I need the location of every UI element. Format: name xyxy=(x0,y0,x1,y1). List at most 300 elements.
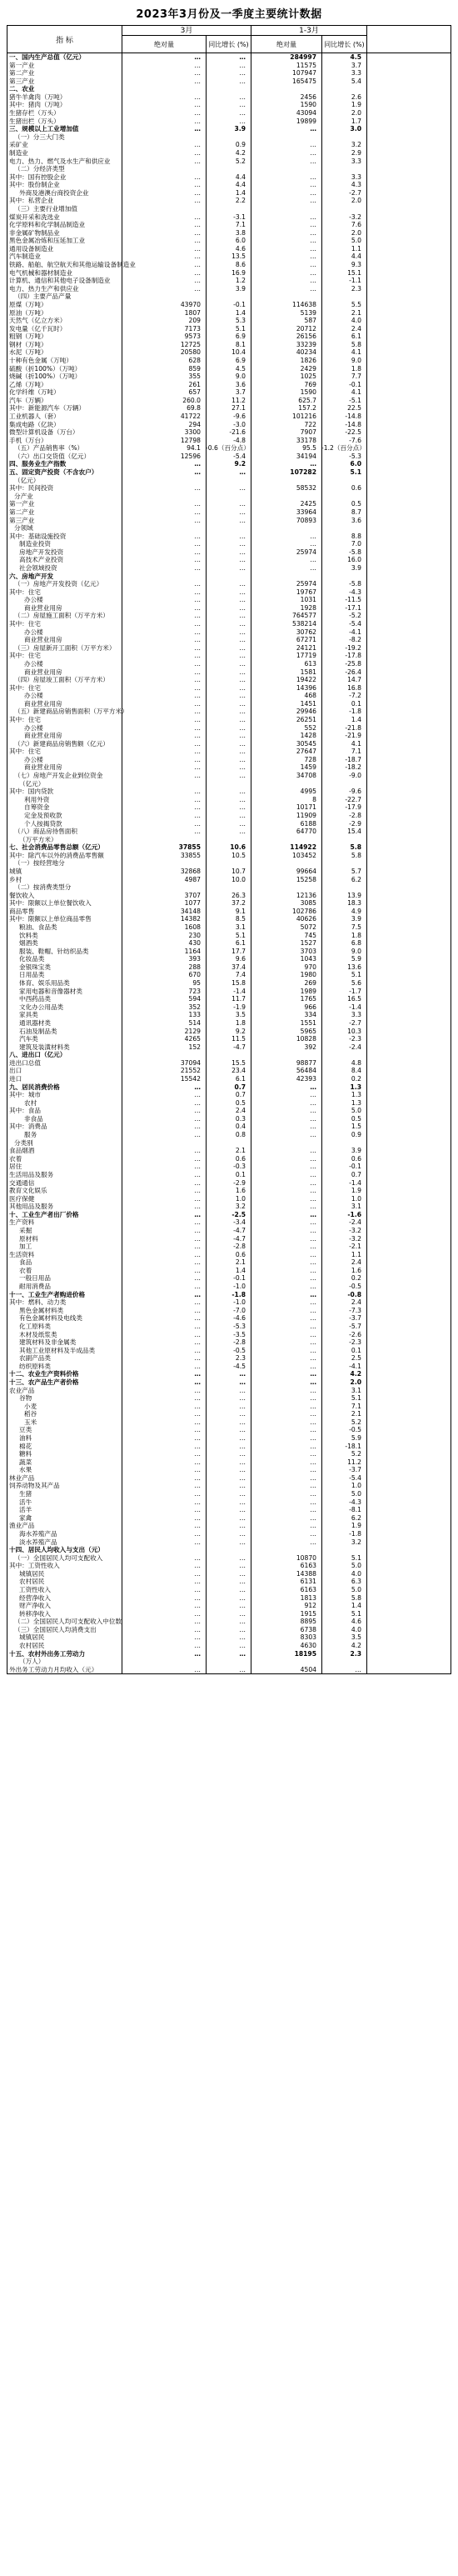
quarter-growth: 7.7 xyxy=(351,373,361,381)
quarter-growth: 3.2 xyxy=(351,1538,361,1546)
quarter-growth: 18.3 xyxy=(347,899,361,908)
row-indicator: 制造业投资 xyxy=(19,540,51,548)
quarter-growth: 4.1 xyxy=(351,348,361,357)
quarter-growth: -11.5 xyxy=(345,596,361,604)
blank-cell xyxy=(366,540,452,548)
blank-cell xyxy=(366,883,452,892)
month-growth: … xyxy=(239,723,246,732)
quarter-growth: -0.8 xyxy=(347,1290,361,1298)
table-row xyxy=(7,1450,451,1458)
month-value: … xyxy=(194,101,201,109)
month-value: … xyxy=(194,1322,201,1330)
month-value: … xyxy=(194,117,201,125)
quarter-value: 10870 xyxy=(296,1553,316,1562)
quarter-growth: -4.1 xyxy=(349,1362,361,1370)
quarter-growth: 4.9 xyxy=(351,907,361,915)
month-growth: … xyxy=(239,1506,246,1514)
month-value xyxy=(122,1051,206,1059)
month-value: … xyxy=(194,237,201,245)
month-growth: -21.6 xyxy=(229,428,246,437)
row-indicator: 其他用品及服务 xyxy=(9,1203,54,1211)
table-row xyxy=(7,668,451,677)
table-row xyxy=(7,460,451,468)
quarter-value: 6163 xyxy=(300,1562,316,1570)
quarter-value xyxy=(251,1051,321,1059)
quarter-growth: 5.8 xyxy=(351,340,361,348)
month-growth: 10.5 xyxy=(231,851,246,859)
month-growth: … xyxy=(239,1378,246,1386)
quarter-growth: 3.9 xyxy=(351,915,361,923)
table-row xyxy=(7,1107,451,1115)
row-indicator: 水泥（万吨） xyxy=(9,348,47,357)
quarter-value: … xyxy=(310,1098,316,1107)
quarter-growth: -25.8 xyxy=(345,659,361,668)
quarter-growth: 1.9 xyxy=(351,1522,361,1530)
quarter-value: 1451 xyxy=(300,699,316,708)
month-growth: -5.4 xyxy=(233,452,246,460)
header-blank xyxy=(366,26,452,53)
quarter-value: … xyxy=(310,1498,316,1506)
month-growth: … xyxy=(239,1410,246,1418)
month-value: 294 xyxy=(188,420,201,428)
month-value: … xyxy=(194,811,201,819)
month-growth: 1.4 xyxy=(235,308,246,317)
quarter-value: … xyxy=(310,532,316,540)
quarter-value: … xyxy=(310,1529,316,1538)
month-growth xyxy=(206,1658,251,1666)
table-row xyxy=(7,971,451,979)
table-row xyxy=(7,1474,451,1483)
month-value: 43970 xyxy=(180,300,201,308)
blank-cell xyxy=(366,484,452,493)
month-growth: … xyxy=(239,1665,246,1673)
row-indicator: 交通通信 xyxy=(9,1178,35,1187)
month-value: … xyxy=(194,1083,201,1091)
table-row xyxy=(7,133,451,142)
blank-cell xyxy=(366,69,452,78)
row-indicator: 饮料类 xyxy=(19,931,38,939)
month-growth: 1.2 xyxy=(235,277,246,285)
blank-cell xyxy=(366,53,452,62)
blank-cell xyxy=(366,644,452,653)
quarter-value: … xyxy=(310,197,316,205)
month-value: 14382 xyxy=(180,915,201,923)
blank-cell xyxy=(366,1307,452,1315)
table-row xyxy=(7,53,451,62)
table-row xyxy=(7,1618,451,1626)
quarter-value: 30762 xyxy=(296,628,316,636)
row-indicator: 集成电路（亿块） xyxy=(9,420,60,428)
quarter-growth: 2.4 xyxy=(351,324,361,333)
month-growth: 9.1 xyxy=(235,907,246,915)
table-row xyxy=(7,1155,451,1163)
month-growth: 1.0 xyxy=(235,1194,246,1203)
blank-cell xyxy=(366,1179,452,1188)
blank-cell xyxy=(366,1594,452,1603)
quarter-growth: -21.9 xyxy=(345,732,361,740)
row-indicator: （三）房屋新开工面积（万平方米） xyxy=(14,643,116,652)
quarter-growth xyxy=(321,1139,366,1148)
month-value xyxy=(122,780,206,788)
quarter-value: … xyxy=(310,1402,316,1410)
quarter-growth: 6.3 xyxy=(351,1578,361,1586)
row-indicator: 十二、农业生产资料价格 xyxy=(9,1370,79,1378)
month-growth: 0.7 xyxy=(234,1083,246,1091)
month-value: … xyxy=(194,652,201,660)
table-row xyxy=(7,820,451,828)
month-growth: 1.4 xyxy=(235,188,246,197)
table-row xyxy=(7,580,451,588)
quarter-growth: 7.6 xyxy=(351,221,361,229)
blank-cell xyxy=(366,763,452,772)
table-row xyxy=(7,325,451,333)
month-growth: … xyxy=(239,636,246,644)
table-row xyxy=(7,892,451,900)
blank-cell xyxy=(366,229,452,238)
month-growth: … xyxy=(239,1522,246,1530)
quarter-growth: 9.0 xyxy=(351,356,361,364)
row-indicator: 高技术产业投资 xyxy=(19,556,64,564)
month-growth: -5.3 xyxy=(233,1322,246,1330)
blank-cell xyxy=(366,923,452,932)
quarter-growth: 14.7 xyxy=(347,676,361,684)
month-value: … xyxy=(194,1490,201,1498)
quarter-value: 15258 xyxy=(296,875,316,883)
quarter-growth: 3.6 xyxy=(351,516,361,524)
month-growth: -2.8 xyxy=(233,1338,246,1347)
quarter-growth: 5.1 xyxy=(350,468,361,477)
blank-cell xyxy=(366,1003,452,1012)
blank-cell xyxy=(366,437,452,445)
month-value: … xyxy=(194,1538,201,1546)
table-row xyxy=(7,1578,451,1586)
month-value: … xyxy=(194,261,201,269)
row-indicator: 十三、农产品生产者价格 xyxy=(9,1378,79,1386)
row-indicator: 农村 xyxy=(24,1098,37,1107)
quarter-growth: 7.0 xyxy=(351,540,361,548)
row-indicator: 社会领域投资 xyxy=(19,564,57,572)
table-row xyxy=(7,1291,451,1299)
quarter-growth: 4.1 xyxy=(351,739,361,748)
row-indicator: 木材及纸浆类 xyxy=(19,1330,57,1338)
table-row xyxy=(7,1028,451,1036)
row-indicator: （三）主要行业增加值 xyxy=(14,204,77,213)
month-value: 352 xyxy=(188,1003,201,1011)
table-row xyxy=(7,493,451,501)
blank-cell xyxy=(366,173,452,182)
table-row xyxy=(7,1466,451,1474)
quarter-value: 392 xyxy=(304,1043,316,1051)
quarter-value: 14388 xyxy=(296,1569,316,1578)
table-row xyxy=(7,1482,451,1490)
quarter-growth: -5.8 xyxy=(349,580,361,588)
quarter-value xyxy=(251,859,321,868)
table-row xyxy=(7,1538,451,1547)
quarter-growth: -7.6 xyxy=(349,436,361,444)
quarter-growth: -22.7 xyxy=(345,795,361,803)
month-growth: 0.6 xyxy=(235,1250,246,1258)
quarter-value: 25974 xyxy=(296,580,316,588)
blank-cell xyxy=(366,684,452,693)
month-growth: 6.9 xyxy=(235,356,246,364)
blank-cell xyxy=(366,1562,452,1570)
table-row xyxy=(7,253,451,261)
blank-cell xyxy=(366,780,452,788)
month-growth: … xyxy=(239,1466,246,1474)
month-growth: 11.7 xyxy=(231,995,246,1003)
row-indicator: （二）房屋施工面积（万平方米） xyxy=(14,612,109,620)
row-indicator: 家用电器和音像器材类 xyxy=(19,987,82,995)
table-row xyxy=(7,1642,451,1650)
quarter-value: 2456 xyxy=(300,93,316,101)
month-growth: … xyxy=(239,811,246,819)
month-growth: -2.8 xyxy=(233,1243,246,1251)
month-growth: 4.6 xyxy=(235,244,246,253)
blank-cell xyxy=(366,1418,452,1427)
table-row xyxy=(7,365,451,373)
month-growth: 0.9 xyxy=(235,141,246,149)
quarter-growth: -22.5 xyxy=(345,428,361,437)
blank-cell xyxy=(366,1251,452,1259)
table-row xyxy=(7,876,451,884)
month-growth: 11.2 xyxy=(231,396,246,404)
month-growth: … xyxy=(239,1434,246,1443)
table-row xyxy=(7,1235,451,1243)
quarter-growth: 0.7 xyxy=(351,1170,361,1178)
month-value: … xyxy=(194,1450,201,1458)
row-indicator: 活羊 xyxy=(19,1506,32,1514)
quarter-value: … xyxy=(310,1187,316,1195)
row-indicator: 其中：限额以上单位餐饮收入 xyxy=(9,899,92,908)
month-value: … xyxy=(194,540,201,548)
blank-cell xyxy=(366,1482,452,1490)
row-indicator: 其中：住宅 xyxy=(9,620,41,628)
blank-cell xyxy=(366,1363,452,1371)
month-value: … xyxy=(194,284,201,293)
row-indicator: 电气机械和器材制造业 xyxy=(9,268,72,277)
month-value: … xyxy=(194,1210,201,1218)
blank-cell xyxy=(366,979,452,988)
blank-cell xyxy=(366,245,452,253)
month-value: … xyxy=(194,636,201,644)
quarter-value: … xyxy=(310,1506,316,1514)
month-growth: … xyxy=(239,708,246,716)
row-indicator: 活牛 xyxy=(19,1498,32,1506)
month-growth: 6.1 xyxy=(235,939,246,948)
quarter-growth: 0.9 xyxy=(351,1131,361,1139)
quarter-growth: 1.0 xyxy=(351,1194,361,1203)
month-growth: -2.5 xyxy=(231,1210,246,1218)
month-growth xyxy=(206,573,251,581)
row-indicator: （亿元） xyxy=(14,476,40,484)
row-indicator: 黑色金属材料类 xyxy=(19,1306,64,1314)
table-row xyxy=(7,939,451,948)
month-value: … xyxy=(194,532,201,540)
table-row xyxy=(7,1626,451,1634)
month-growth: 6.1 xyxy=(235,1075,246,1083)
quarter-value: 19899 xyxy=(296,117,316,125)
month-growth: … xyxy=(239,556,246,564)
quarter-growth: 5.0 xyxy=(351,1490,361,1498)
quarter-value: 1031 xyxy=(300,596,316,604)
row-indicator: 蔬菜 xyxy=(19,1458,32,1466)
month-value: … xyxy=(194,1114,201,1123)
row-indicator: 食品 xyxy=(19,1258,32,1267)
blank-cell xyxy=(366,1139,452,1148)
table-row xyxy=(7,413,451,421)
month-value xyxy=(122,205,206,213)
month-value: 3707 xyxy=(184,891,201,899)
table-row xyxy=(7,357,451,365)
month-growth xyxy=(206,1139,251,1148)
row-indicator: 十四、居民人均收入与支出（元） xyxy=(9,1546,104,1554)
table-row xyxy=(7,676,451,684)
quarter-value: 17719 xyxy=(296,652,316,660)
quarter-value: … xyxy=(310,181,316,189)
table-row xyxy=(7,404,451,413)
month-growth: 0.8 xyxy=(235,1131,246,1139)
quarter-growth: 9.0 xyxy=(351,947,361,955)
table-row xyxy=(7,261,451,269)
table-row xyxy=(7,1187,451,1195)
quarter-growth: 3.9 xyxy=(351,1147,361,1155)
quarter-value: 42393 xyxy=(296,1075,316,1083)
table-row xyxy=(7,915,451,923)
month-value: … xyxy=(194,221,201,229)
month-growth: … xyxy=(239,1553,246,1562)
month-value: … xyxy=(194,1330,201,1338)
quarter-growth: 1.9 xyxy=(351,1187,361,1195)
row-indicator: 乡村 xyxy=(9,875,22,883)
row-indicator: 猪牛羊禽肉（万吨） xyxy=(9,93,67,101)
table-row xyxy=(7,1131,451,1139)
table-row xyxy=(7,708,451,716)
row-indicator: 汽车类 xyxy=(19,1035,38,1043)
month-growth: … xyxy=(239,668,246,676)
month-growth: … xyxy=(239,564,246,572)
blank-cell xyxy=(366,1274,452,1283)
table-row xyxy=(7,548,451,557)
quarter-growth: 4.0 xyxy=(351,1625,361,1633)
blank-cell xyxy=(366,1602,452,1610)
month-growth: 3.9 xyxy=(235,284,246,293)
table-row xyxy=(7,1274,451,1283)
blank-cell xyxy=(366,796,452,804)
table-row xyxy=(7,1338,451,1347)
table-row xyxy=(7,221,451,229)
row-indicator: 其中：消费品 xyxy=(9,1123,47,1131)
blank-cell xyxy=(366,740,452,748)
blank-cell xyxy=(366,612,452,620)
month-value: … xyxy=(194,1458,201,1466)
month-growth: 23.4 xyxy=(231,1067,246,1075)
month-value: … xyxy=(194,1529,201,1538)
quarter-growth: 16.8 xyxy=(347,683,361,692)
row-indicator: 工业机器人（套） xyxy=(9,413,60,421)
table-row xyxy=(7,692,451,700)
month-value: 37855 xyxy=(178,843,201,852)
month-value: … xyxy=(194,828,201,836)
quarter-growth: 5.0 xyxy=(351,237,361,245)
row-indicator: 服务 xyxy=(24,1131,37,1139)
quarter-growth: -3.2 xyxy=(349,1226,361,1234)
month-growth: 4.4 xyxy=(235,173,246,181)
quarter-growth xyxy=(321,780,366,788)
blank-cell xyxy=(366,388,452,397)
row-indicator: 商业营业用房 xyxy=(24,636,62,644)
row-indicator: 商业营业用房 xyxy=(24,603,62,612)
table-row xyxy=(7,955,451,963)
month-growth: -1.0 xyxy=(233,1283,246,1291)
month-growth: … xyxy=(239,69,246,78)
quarter-growth xyxy=(321,1546,366,1554)
month-value: 41722 xyxy=(180,413,201,421)
blank-cell xyxy=(366,404,452,413)
quarter-value xyxy=(251,836,321,844)
row-indicator: 四、服务业生产指数 xyxy=(9,460,67,468)
month-value: … xyxy=(194,157,201,165)
blank-cell xyxy=(366,1570,452,1578)
month-value: 260.0 xyxy=(182,396,201,404)
blank-cell xyxy=(366,348,452,357)
row-indicator: 发电量（亿千瓦时） xyxy=(9,324,67,333)
month-value: … xyxy=(194,1170,201,1178)
table-row xyxy=(7,524,451,533)
month-growth: … xyxy=(239,612,246,620)
blank-cell xyxy=(366,1283,452,1291)
quarter-growth: 4.5 xyxy=(350,53,361,61)
table-row xyxy=(7,1298,451,1307)
quarter-value: 98877 xyxy=(296,1058,316,1067)
quarter-growth: 13.9 xyxy=(347,891,361,899)
quarter-value: 19767 xyxy=(296,588,316,596)
row-indicator: 农业产品 xyxy=(9,1386,35,1394)
quarter-growth xyxy=(321,836,366,844)
row-indicator: 生产资料 xyxy=(9,1218,35,1227)
month-growth: -0.1 xyxy=(233,300,246,308)
row-indicator: 煤炭开采和洗选业 xyxy=(9,213,60,221)
quarter-value: … xyxy=(310,221,316,229)
quarter-value: … xyxy=(310,1513,316,1522)
table-row xyxy=(7,269,451,278)
quarter-value: 18195 xyxy=(294,1649,316,1658)
month-growth: … xyxy=(239,1602,246,1610)
month-growth: 5.1 xyxy=(235,324,246,333)
blank-cell xyxy=(366,468,452,477)
row-indicator: 烧碱（折100%）（万吨） xyxy=(9,373,82,381)
table-row xyxy=(7,1546,451,1554)
quarter-growth: 1.7 xyxy=(351,117,361,125)
quarter-growth: 5.0 xyxy=(351,1107,361,1115)
quarter-growth: 1.5 xyxy=(351,1123,361,1131)
month-value: … xyxy=(194,748,201,756)
row-indicator: 十种有色金属（万吨） xyxy=(9,356,72,364)
blank-cell xyxy=(366,1267,452,1275)
table-row xyxy=(7,1227,451,1235)
row-indicator: 生猪存栏（万头） xyxy=(9,109,60,118)
header-quarter-growth: 同比增长 (%) xyxy=(321,36,366,53)
quarter-growth: -4.1 xyxy=(349,628,361,636)
month-value: … xyxy=(194,93,201,101)
month-value: 355 xyxy=(188,373,201,381)
month-value: … xyxy=(194,692,201,700)
blank-cell xyxy=(366,1506,452,1514)
row-indicator: 十五、农村外出务工劳动力 xyxy=(9,1649,86,1658)
quarter-value: 101216 xyxy=(292,413,316,421)
month-growth: 27.1 xyxy=(231,404,246,413)
quarter-value: 6163 xyxy=(300,1586,316,1593)
blank-cell xyxy=(366,803,452,812)
